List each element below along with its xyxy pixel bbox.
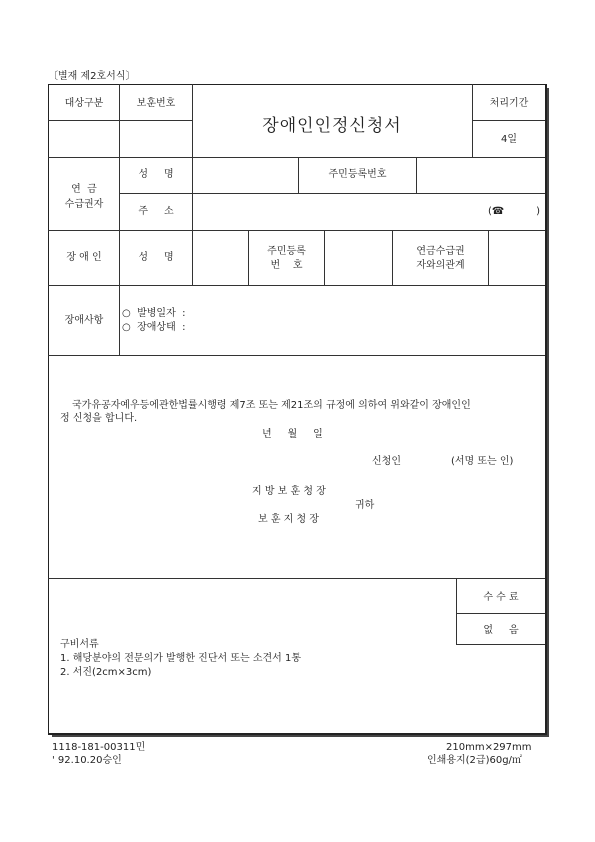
address-label: 주 소 xyxy=(138,206,174,217)
processing-period-label: 처리기간 xyxy=(489,98,529,109)
disabled-resident-field[interactable] xyxy=(326,232,390,283)
form-label: 〔별재 제2호서식〕 xyxy=(48,71,136,82)
details-label: 장애사항 xyxy=(64,315,104,326)
recipient-name-label: 성 명 xyxy=(138,169,174,180)
disabled-name-field[interactable] xyxy=(194,232,246,283)
recipient-label: 연 금 수급권자 xyxy=(64,184,104,210)
regional-office: 지 방 보 훈 청 장 xyxy=(252,486,326,497)
application-date[interactable]: 년 월 일 xyxy=(262,429,323,440)
document-item-1: 1. 해당분야의 전문의가 발행한 진단서 또는 소견서 1통 xyxy=(60,653,302,664)
resident-number-field[interactable] xyxy=(418,159,543,191)
statement-line-2: 정 신청을 합니다. xyxy=(60,413,138,424)
documents-title: 구비서류 xyxy=(60,639,99,650)
veteran-number-label: 보훈번호 xyxy=(136,98,176,109)
paper-size: 210mm×297mm xyxy=(446,742,532,753)
fee-value: 없 음 xyxy=(483,625,519,636)
fee-label: 수 수 료 xyxy=(483,592,519,603)
paper-type: 인쇄용지(2급)60g/㎡ xyxy=(427,755,522,766)
recipient-name-field[interactable] xyxy=(194,159,296,191)
applicant-label: 신청인 xyxy=(372,456,401,467)
honorific: 귀하 xyxy=(355,500,375,511)
approval-date: ' 92.10.20승인 xyxy=(52,755,122,766)
disabled-name-label: 성 명 xyxy=(138,252,174,263)
signature-area[interactable]: (서명 또는 인) xyxy=(451,456,514,467)
disability-status-item[interactable]: ○ 장애상태 : xyxy=(122,322,186,333)
document-item-2: 2. 서진(2cm×3cm) xyxy=(60,667,152,678)
relation-label: 연금수급권 자와의관계 xyxy=(416,246,465,271)
address-field[interactable] xyxy=(194,196,482,228)
relation-field[interactable] xyxy=(490,232,543,283)
target-type-label: 대상구분 xyxy=(64,98,104,109)
disabled-label: 장 애 인 xyxy=(66,252,102,263)
form-title: 장애인인정신청서 xyxy=(262,116,402,136)
processing-period-value: 4일 xyxy=(500,134,518,145)
statement-line-1: 국가유공자예우등에관한법률시행령 제7조 또는 제21조의 규정에 의하여 위와같이 장애인인 xyxy=(72,400,471,411)
disabled-resident-label: 주민등록 번 호 xyxy=(267,246,306,271)
onset-date-item[interactable]: ○ 발병일자 : xyxy=(122,308,186,319)
form-code: 1118-181-00311민 xyxy=(52,742,146,753)
branch-office: 보 훈 지 청 장 xyxy=(258,514,320,525)
resident-number-label: 주민등록번호 xyxy=(328,169,387,180)
phone-field[interactable]: (☎ ) xyxy=(488,206,541,217)
